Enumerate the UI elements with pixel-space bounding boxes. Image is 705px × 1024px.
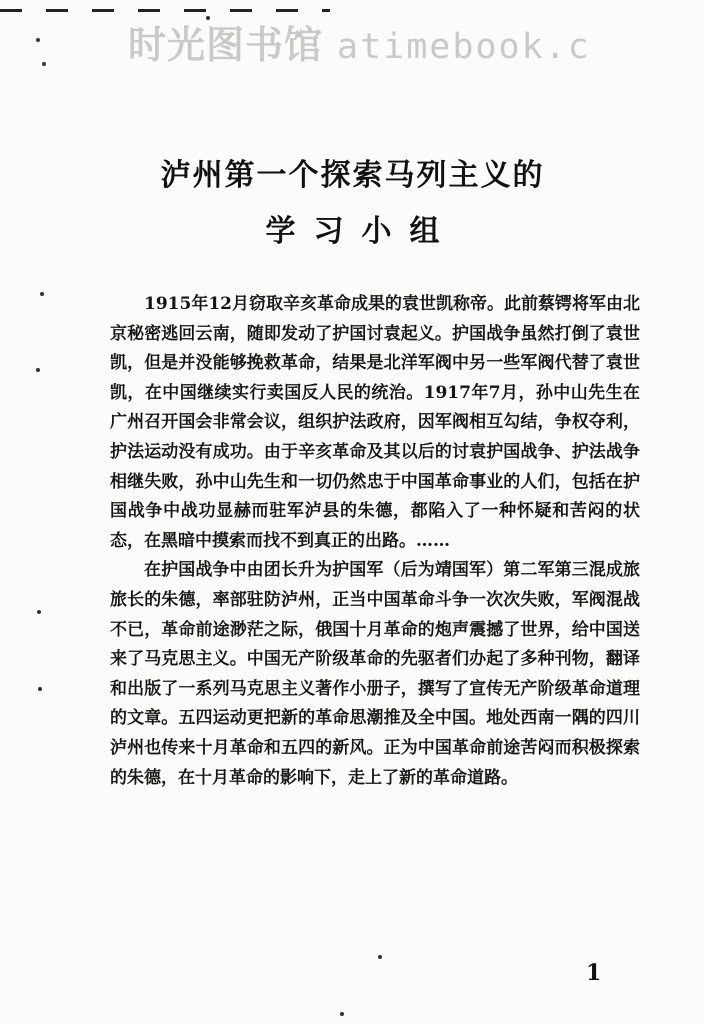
paragraph-2: 在护国战争中由团长升为护国军（后为靖国军）第二军第三混成旅旅长的朱德，率部驻防泸州，正当中国革命斗争一次次失败，军阀混战不已，革命前途渺茫之际，俄国十月革命的炮声震撼了世界，给中国送来了马克思主义。中国无产阶级革命的先驱者们办起了多种刊物，翻译和出版了一系列马克思主义著作小册子，撰写了宣传无产阶级革命道理的文章。五四运动更把新的革命思潮推及全中国。地处西南一隅的四川泸州也传来十月革命和五四的新风。正为中国革命前途苦闷而积极探索的朱德，在十月革命的影响下，走上了新的革命道路。 xyxy=(110,560,640,788)
scan-speck xyxy=(340,1012,344,1016)
page-number: 1 xyxy=(586,960,602,986)
scan-speck xyxy=(40,292,44,296)
scan-speck xyxy=(38,687,42,691)
chapter-title-line-2: 学习小组 xyxy=(265,214,458,249)
scan-speck xyxy=(206,16,210,20)
scan-speck xyxy=(36,38,40,42)
chapter-title-line-1: 泸州第一个探索马列主义的 xyxy=(160,158,545,193)
watermark-cn: 时光图书馆 xyxy=(128,23,324,67)
paragraph-1: 1915年12月窃取辛亥革命成果的袁世凯称帝。此前蔡锷将军由北京秘密逃回云南，随即发动了护国讨袁起义。护国战争虽然打倒了袁世凯，但是并没能够挽救革命，结果是北洋军阀中另一些军阀代替了袁世凯，在中国继续实行卖国反人民的统治。1917年7月，孙中山先生在广州召开国会非常会议，组织护法政府，因军阀相互勾结，争权夺利，护法运动没有成功。由于辛亥革命及其以后的讨袁护国战争、护法战争相继失败，孙中山先生和一切仍然忠于中国革命事业的人们，包括在护国战争中战功显赫而驻军泸县的朱德，都陷入了一种怀疑和苦闷的状态，在黑暗中摸索而找不到真正的出路。…… xyxy=(110,294,640,551)
body-text xyxy=(110,290,640,793)
top-edge-dashes xyxy=(0,0,330,14)
scan-speck xyxy=(42,62,46,66)
watermark-latin: atimebook.c xyxy=(337,27,591,67)
scan-speck xyxy=(378,955,382,959)
scan-speck xyxy=(36,368,40,372)
watermark xyxy=(128,14,705,69)
scan-speck xyxy=(37,610,41,614)
